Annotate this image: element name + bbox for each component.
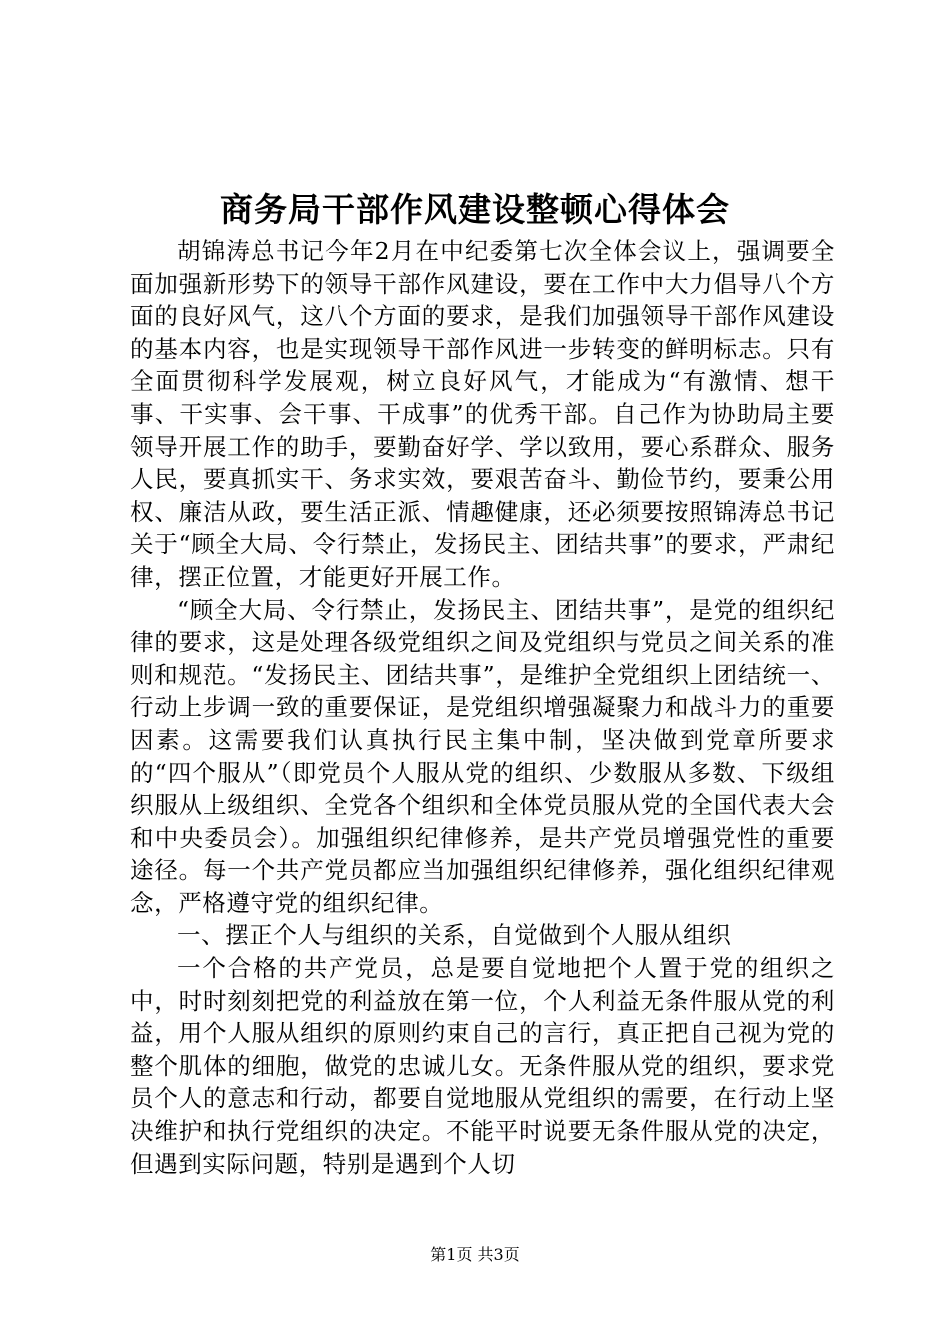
document-body xyxy=(130,235,835,1180)
paragraph-1: 胡锦涛总书记今年2月在中纪委第七次全体会议上，强调要全面加强新形势下的领导干部作风建设，要在工作中大力倡导八个方面的良好风气，这八个方面的要求，是我们加强领导干部作风建设的基本内容，也是实现领导干部作风进一步转变的鲜明标志。只有全面贯彻科学发展观，树立良好风气，才能成为“有激情、想干事、干实事、会干事、干成事”的优秀干部。自己作为协助局主要领导开展工作的助手，要勤奋好学、学以致用，要心系群众、服务人民，要真抓实干、务求实效，要艰苦奋斗、勤俭节约，要秉公用权、廉洁从政，要生活正派、情趣健康，还必须要按照锦涛总书记关于“顾全大局、令行禁止，发扬民主、团结共事”的要求，严肃纪律，摆正位置，才能更好开展工作。 xyxy=(130,237,835,591)
document-title: 商务局干部作风建设整顿心得体会 xyxy=(220,190,730,229)
paragraph-2: “顾全大局、令行禁止，发扬民主、团结共事”，是党的组织纪律的要求，这是处理各级党组织之间及党组织与党员之间关系的准则和规范。“发扬民主、团结共事”，是维护全党组织上团结统一、行动上步调一致的重要保证，是党组织增强凝聚力和战斗力的重要因素。这需要我们认真执行民主集中制，坚决做到党章所要求的“四个服从”（即党员个人服从党的组织、少数服从多数、下级组织服从上级组织、全党各个组织和全体党员服从党的全国代表大会和中央委员会）。加强组织纪律修养，是共产党员增强党性的重要途径。每一个共产党员都应当加强组织纪律修养，强化组织纪律观念，严格遵守党的组织纪律。 xyxy=(130,595,835,917)
page-footer: 第1页 共3页 xyxy=(430,1245,520,1264)
section-heading-1: 一、摆正个人与组织的关系，自觉做到个人服从组织 xyxy=(177,921,732,950)
paragraph-3: 一个合格的共产党员，总是要自觉地把个人置于党的组织之中，时时刻刻把党的利益放在第一位，个人利益无条件服从党的利益，用个人服从组织的原则约束自己的言行，真正把自己视为党的整个肌体的细胞，做党的忠诚儿女。无条件服从党的组织，要求党员个人的意志和行动，都要自觉地服从党组织的需要，在行动上坚决维护和执行党组织的决定。不能平时说要无条件服从党的决定，但遇到实际问题，特别是遇到个人切 xyxy=(130,954,835,1178)
